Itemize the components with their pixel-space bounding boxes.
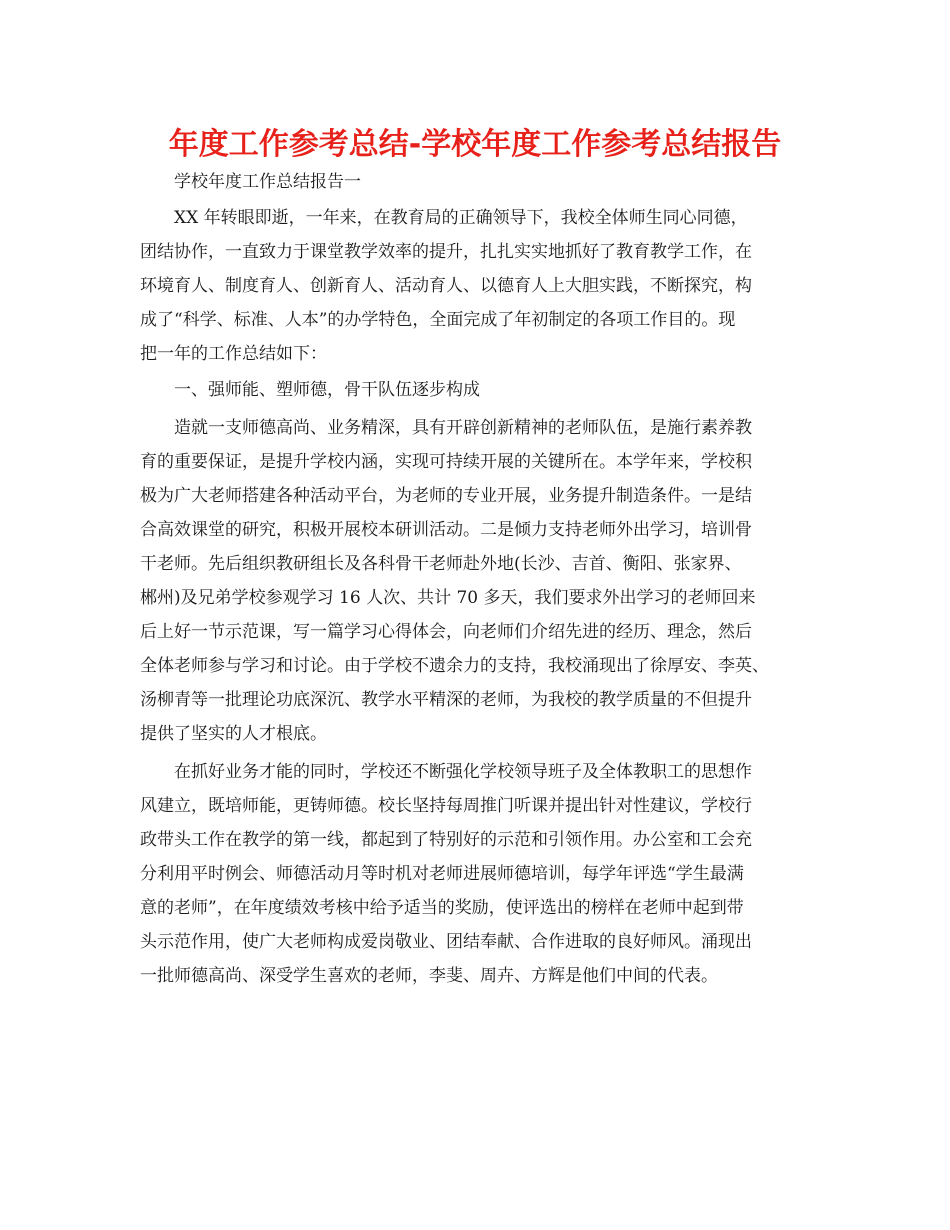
paragraph-line: 团结协作，一直致力于课堂教学效率的提升，扎扎实实地抓好了教育教学工作，在 [140, 242, 752, 262]
paragraph-line: 风建立，既培师能，更铸师德。校长坚持每周推门听课并提出针对性建议，学校行 [140, 796, 752, 816]
section-heading: 一、强师能、塑师德，骨干队伍逐步构成 [174, 380, 480, 400]
paragraph-line: 汤柳青等一批理论功底深沉、教学水平精深的老师，为我校的教学质量的不但提升 [140, 690, 752, 710]
document-title: 年度工作参考总结-学校年度工作参考总结报告 [168, 127, 782, 162]
paragraph-line: 造就一支师德高尚、业务精深，具有开辟创新精神的老师队伍，是施行素养教 [174, 418, 752, 438]
paragraph-line: 在抓好业务才能的同时，学校还不断强化学校领导班子及全体教职工的思想作 [174, 762, 752, 782]
paragraph-line: 环境育人、制度育人、创新育人、活动育人、以德育人上大胆实践，不断探究，构 [140, 276, 752, 296]
paragraph-line: 意的老师”，在年度绩效考核中给予适当的奖励，使评选出的榜样在老师中起到带 [140, 898, 744, 918]
paragraph-line: 极为广大老师搭建各种活动平台，为老师的专业开展，业务提升制造条件。一是结 [140, 486, 752, 506]
paragraph-line: 育的重要保证，是提升学校内涵，实现可持续开展的关键所在。本学年来，学校积 [140, 452, 752, 472]
paragraph-line: 郴州)及兄弟学校参观学习 16 人次、共计 70 多天，我们要求外出学习的老师回来 [140, 588, 756, 608]
paragraph-line: 干老师。先后组织教研组长及各科骨干老师赴外地(长沙、吉首、衡阳、张家界、 [140, 554, 742, 574]
paragraph-line: 把一年的工作总结如下： [140, 344, 327, 364]
paragraph-line: 头示范作用，使广大老师构成爱岗敬业、团结奉献、合作进取的良好师风。涌现出 [140, 932, 752, 952]
paragraph-line: 政带头工作在教学的第一线，都起到了特别好的示范和引领作用。办公室和工会充 [140, 830, 752, 850]
paragraph-line: 一批师德高尚、深受学生喜欢的老师，李斐、周卉、方辉是他们中间的代表。 [140, 966, 718, 986]
subtitle: 学校年度工作总结报告一 [174, 172, 361, 192]
paragraph-line: 合高效课堂的研究，积极开展校本研训活动。二是倾力支持老师外出学习，培训骨 [140, 520, 752, 540]
paragraph-line: 全体老师参与学习和讨论。由于学校不遗余力的支持，我校涌现出了徐厚安、李英、 [140, 656, 769, 676]
paragraph-line: 成了“科学、标准、人本”的办学特色，全面完成了年初制定的各项工作目的。现 [140, 310, 736, 330]
paragraph-line: 后上好一节示范课，写一篇学习心得体会，向老师们介绍先进的经历、理念，然后 [140, 622, 752, 642]
paragraph-line: 分利用平时例会、师德活动月等时机对老师进展师德培训，每学年评选“学生最满 [140, 864, 744, 884]
paragraph-line: 提供了坚实的人才根底。 [140, 724, 327, 744]
paragraph-line: XX 年转眼即逝，一年来，在教育局的正确领导下，我校全体师生同心同德， [174, 208, 748, 228]
